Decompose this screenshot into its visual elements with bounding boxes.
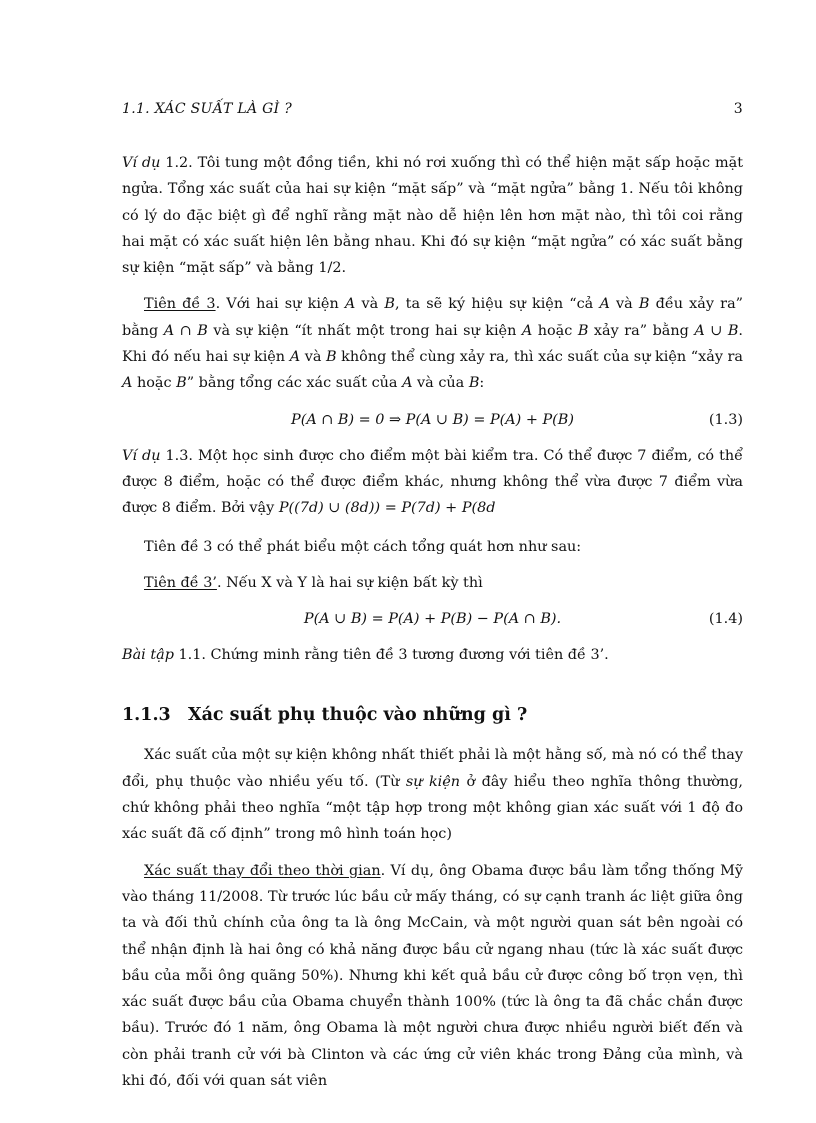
equation-1-3 <box>122 403 743 437</box>
text-run: và của <box>412 375 469 392</box>
math-B: B <box>638 296 650 313</box>
exercise-label: Bài tập <box>122 647 174 664</box>
example-label: Ví dụ <box>122 155 161 171</box>
text-run: và <box>609 296 639 313</box>
section-title: Xác suất phụ thuộc vào những gì ? <box>188 705 528 726</box>
math-intersection: A ∩ B <box>163 322 208 339</box>
exercise-number: 1.1. <box>173 647 206 664</box>
emphasis: sự kiện <box>405 773 461 790</box>
paragraph-2-text: . Ví dụ, ông Obama được bầu làm tổng thống Mỹ vào tháng 11/2008. Từ trước lúc bầu cử mấy tháng, có sự cạnh tranh ác liệt giữa ông ta và đối thủ chính của ông ta là ông McCain, và một người quan sát bên ngoài có thể nhận định là hai ông có khả năng được bầu cử ngang nhau (tức là xác suất được bầu của mỗi ông quãng 50%). Nhưng khi kết quả bầu cử được công bố trọn vẹn, thì xác suất được bầu của Obama chuyển thành 100% (tức là ông ta đã chắc chắn được bầu). Trước đó 1 năm, ông Obama là một người chưa được nhiều người biết đến và còn phải tranh cử với bà Clinton và các ứng cử viên khác trong Đảng của mình, và khi đó, đối với quan sát viên <box>122 862 743 1090</box>
example-number: 1.3. <box>160 447 193 464</box>
axiom-3-prime-text: . Nếu X và Y là hai sự kiện bất kỳ thì <box>216 574 483 591</box>
axiom-3-prime-label: Tiên đề 3’ <box>144 574 217 591</box>
text-run: Xác suất của một sự kiện không nhất thiết phải là một hằng số, mà nó có thể thay đổi, phụ thuộc vào nhiều yếu tố. (Từ <box>122 747 743 790</box>
example-text: Tôi tung một đồng tiền, khi nó rơi xuống thì có thể hiện mặt sấp hoặc mặt ngửa. Tổng xác suất của hai sự kiện “mặt sấp” và “mặt ngửa” bằng 1. Nếu tôi không có lý do đặc biệt gì để nghĩ rằng mặt nào dễ hiện lên hơn mặt nào, thì tôi coi rằng hai mặt có xác suất hiện lên bằng nhau. Khi đó sự kiện “mặt ngửa” có xác suất bằng sự kiện “mặt sấp” và bằng 1/2. <box>122 155 743 277</box>
equation-body: P(A ∩ B) = 0 ⇒ P(A ∪ B) = P(A) + P(B) <box>291 411 574 428</box>
equation-body: P(A ∪ B) = P(A) + P(B) − P(A ∩ B). <box>303 611 562 628</box>
text-run: : <box>479 375 485 392</box>
text-run: . Khi đó nếu hai sự kiện <box>122 322 743 366</box>
text-run: xảy ra” bằng <box>588 322 695 339</box>
example-label: Ví dụ <box>122 447 161 464</box>
paragraph-2-label: Xác suất thay đổi theo thời gian <box>144 862 381 879</box>
math-B: B <box>577 322 589 339</box>
math-B: B <box>326 349 337 366</box>
math-B: B <box>384 296 395 313</box>
math-A: A <box>521 322 533 339</box>
page-body <box>122 150 743 1094</box>
equation-1-4 <box>122 602 743 636</box>
running-header-title: 1.1. XÁC SUẤT LÀ GÌ ? <box>122 101 293 117</box>
axiom-3-paragraph <box>122 291 743 396</box>
text-run: hoặc <box>532 322 578 339</box>
equation-number: (1.4) <box>708 611 743 628</box>
running-header <box>122 101 743 121</box>
text-run: không thể cùng xảy ra, thì xác suất của sự kiện “xảy ra <box>336 349 744 366</box>
text-run: hoặc <box>132 375 177 392</box>
math-B: B <box>468 375 480 392</box>
text-run: ở đây hiểu theo nghĩa thông thường, chứ không phải theo nghĩa “một tập hợp trong một không gian xác suất với 1 độ đo xác suất đã cố định” trong mô hình toán học) <box>122 773 743 843</box>
math-A: A <box>289 349 301 366</box>
section-heading <box>122 702 743 728</box>
text-run: . Với hai sự kiện <box>215 296 345 313</box>
exercise-1-1 <box>122 642 743 668</box>
math-B: B <box>176 375 187 392</box>
paragraph-1 <box>122 742 743 847</box>
text-run: và <box>355 296 385 313</box>
text-run: và <box>300 349 326 366</box>
text-run: ” bằng tổng các xác suất của <box>186 375 403 392</box>
math-A: A <box>599 296 610 313</box>
text-run: đều xảy ra” bằng <box>122 296 744 339</box>
exercise-text: Chứng minh rằng tiên đề 3 tương đương với tiên đề 3’. <box>205 647 609 664</box>
math-union: A ∪ B <box>694 322 739 339</box>
text-run: , ta sẽ ký hiệu sự kiện “cả <box>394 296 600 313</box>
example-1-2 <box>122 150 743 281</box>
section-number: 1.1.3 <box>122 705 171 726</box>
equation-number: (1.3) <box>708 411 743 428</box>
example-formula: P((7d) ∪ (8d)) = P(7d) + P(8d <box>278 500 496 517</box>
example-number: 1.2. <box>160 155 193 171</box>
example-text: Một học sinh được cho điểm một bài kiểm tra. Có thể được 7 điểm, có thể được 8 điểm, hoặc có thể được điểm khác, nhưng không thể vừa được 7 điểm vừa được 8 điểm. Bởi vậy <box>122 447 743 517</box>
example-1-3 <box>122 443 743 522</box>
text-run: và sự kiện “ít nhất một trong hai sự kiện <box>207 322 522 339</box>
axiom-3-general: Tiên đề 3 có thể phát biểu một cách tổng quát hơn như sau: <box>144 538 582 555</box>
axiom-3-label: Tiên đề 3 <box>144 296 216 313</box>
paragraph-2 <box>122 858 743 1095</box>
math-A: A <box>122 375 133 392</box>
math-A: A <box>402 375 413 392</box>
math-A: A <box>344 296 356 313</box>
page-number: 3 <box>733 101 743 117</box>
axiom-3-prime <box>122 570 743 596</box>
